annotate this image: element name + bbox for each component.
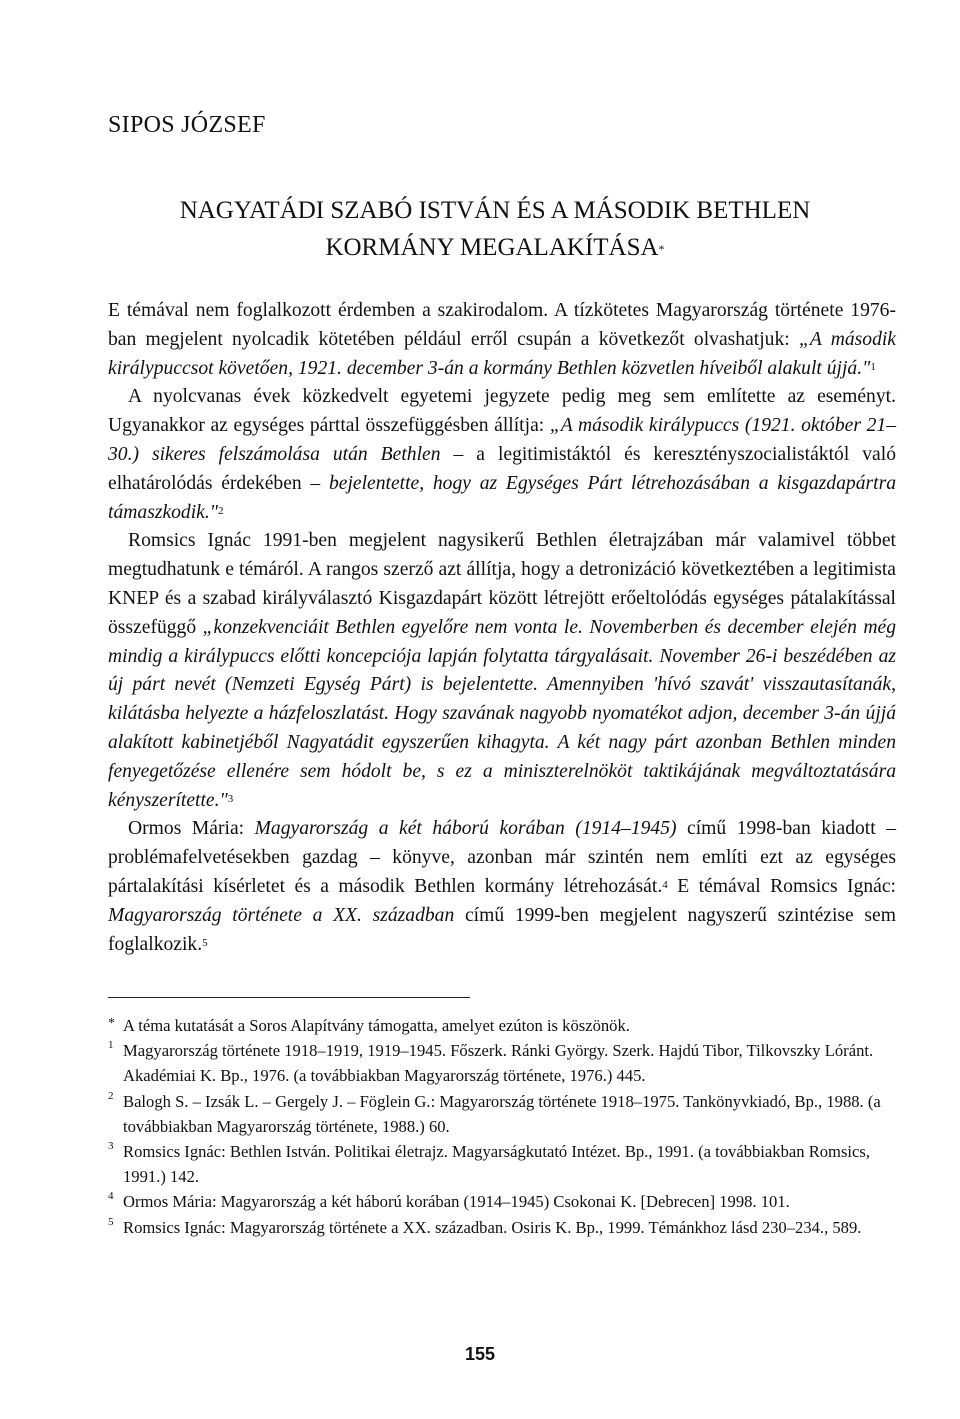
footnote-item xyxy=(108,1139,900,1189)
footnote-ref-2: 2 xyxy=(218,504,224,517)
footnote-item xyxy=(108,1215,900,1240)
footnote-text: Magyarország története 1918–1919, 1919–1945. Főszerk. Ránki György. Szerk. Hajdú Tibor, Tilkovszky Lóránt. Akadémiai K. Bp., 1976. (a továbbiakban Magyarország története, 1976.) 445. xyxy=(123,1041,874,1086)
p4-text-2: című 1998-ban kiadott – problémafelvetésekben gazdag – könyve, azonban már szintén nem említi ezt az egységes pártalakítási kísérletet és a második Bethlen kormány létrehozását. xyxy=(108,818,896,897)
p4-text-1: Ormos Mária: xyxy=(128,818,255,840)
p3-quote: „konzekvenciáit Bethlen egyelőre nem vonta le. Novemberben és december elején még mindig a királypuccs előtti koncepciója lapján folytatta tárgyalásait. November 26-i beszédében az új párt nevét (Nemzeti Egység Párt) is bejelentette. Amennyiben 'hívó szavát' visszautasítanák, kilátásba helyezte a házfeloszlatást. Hogy szavának nagyobb nyomatékot adjon, december 3-án újjá alakított kabinetjéből Nagyatádit egyszerűen kihagyta. A két nagy párt azonban Bethlen minden fenyegetőzése ellenére sem hódolt be, s ez a miniszterelnököt taktikájának megváltoztatására kényszerítette." xyxy=(108,616,896,811)
article-title xyxy=(80,192,910,266)
title-line-2 xyxy=(80,229,910,266)
footnote-text: Romsics Ignác: Magyarország története a XX. században. Osiris K. Bp., 1999. Témánkhoz lásd 230–234., 589. xyxy=(123,1217,862,1237)
footnote-mark: 2 xyxy=(108,1089,114,1102)
title-footnote-mark: * xyxy=(658,242,665,256)
footnote-divider xyxy=(108,997,470,998)
footnote-mark: 3 xyxy=(108,1140,114,1153)
p4-book-title-2: Magyarország története a XX. században xyxy=(108,904,455,926)
p3-text: Romsics Ignác 1991-ben megjelent nagysikerű Bethlen életrajzában már valamivel többet megtudhatunk e témáról. A rangos szerző azt állítja, hogy a detronizáció következtében a legitimista KNEP és a szabad királyválasztó Kisgazdapárt között létrejött erőeltolódás egységes pátalakítással összefüggő xyxy=(108,530,896,638)
footnote-text: Ormos Mária: Magyarország a két háború korában (1914–1945) Csokonai K. [Debrecen] 1998. 101. xyxy=(123,1192,790,1212)
footnote-text: Balogh S. – Izsák L. – Gergely J. – Föglein G.: Magyarország története 1918–1975. Tankönyvkiadó, Bp., 1988. (a továbbiakban Magyarország története, 1988.) 60. xyxy=(123,1091,881,1136)
paragraph-4 xyxy=(108,815,896,959)
footnote-item xyxy=(108,1038,900,1088)
paragraph-2 xyxy=(108,383,896,527)
footnote-mark: 4 xyxy=(108,1190,114,1203)
page-number: 155 xyxy=(464,1344,496,1364)
p1-text: E témával nem foglalkozott érdemben a szakirodalom. A tízkötetes Magyarország története 1976-ban megjelent nyolcadik kötetében például erről csupán a következőt olvashatjuk: xyxy=(108,300,896,350)
footnote-ref-3: 3 xyxy=(227,792,234,805)
p2-text-1: A nyolcvanas évek közkedvelt egyetemi jegyzete pedig meg sem említette az eseményt. Ugyanakkor az egységes párttal összefüggésben állítja: xyxy=(108,386,896,437)
p4-text-4: című 1999-ben megjelent nagyszerű szintézise sem foglalkozik. xyxy=(108,904,896,955)
footnote-item xyxy=(108,1013,900,1038)
author-name: SIPOS JÓZSEF xyxy=(108,112,266,138)
title-line-1: NAGYATÁDI SZABÓ ISTVÁN ÉS A MÁSODIK BETHLEN xyxy=(179,197,811,224)
footnote-mark: 5 xyxy=(108,1215,114,1228)
footnotes xyxy=(108,1013,900,1240)
footnote-text: Romsics Ignác: Bethlen István. Politikai életrajz. Magyarságkutató Intézet. Bp., 1991. (a továbbiakban Romsics, 1991.) 142. xyxy=(123,1142,871,1187)
footnote-mark: 1 xyxy=(108,1039,114,1052)
p1-quote: „A második királypuccsot követően, 1921. december 3-án a kormány Bethlen közvetlen híveiből alakult újjá." xyxy=(108,328,897,379)
paragraph-3 xyxy=(108,527,896,815)
p2-quote-1: „A második királypuccs (1921. október 21–30.) sikeres felszámolása után Bethlen xyxy=(108,415,896,465)
footnote-item xyxy=(108,1089,900,1139)
footnote-ref-1: 1 xyxy=(870,360,876,373)
p2-text-2: – a legitimistáktól és keresztényszocialistáktól való elhatárolódás érdekében – xyxy=(108,443,896,494)
p4-text-3: E témával Romsics Ignác: xyxy=(667,875,896,897)
footnote-item xyxy=(108,1189,900,1214)
footnote-mark: * xyxy=(108,1016,115,1031)
paragraph-1 xyxy=(108,297,896,383)
body-text xyxy=(108,297,896,959)
title-line-2-text: KORMÁNY MEGALAKÍTÁSA xyxy=(325,234,659,261)
footnote-text: A téma kutatását a Soros Alapítvány támogatta, amelyet ezúton is köszönök. xyxy=(123,1016,630,1035)
footnote-ref-5: 5 xyxy=(202,936,208,949)
p4-book-title-1: Magyarország a két háború korában (1914–1945) xyxy=(254,818,677,840)
p2-quote-2: bejelentette, hogy az Egységes Párt létrehozásában a kisgazdapártra támaszkodik." xyxy=(108,472,896,523)
footnote-ref-4: 4 xyxy=(662,878,668,891)
